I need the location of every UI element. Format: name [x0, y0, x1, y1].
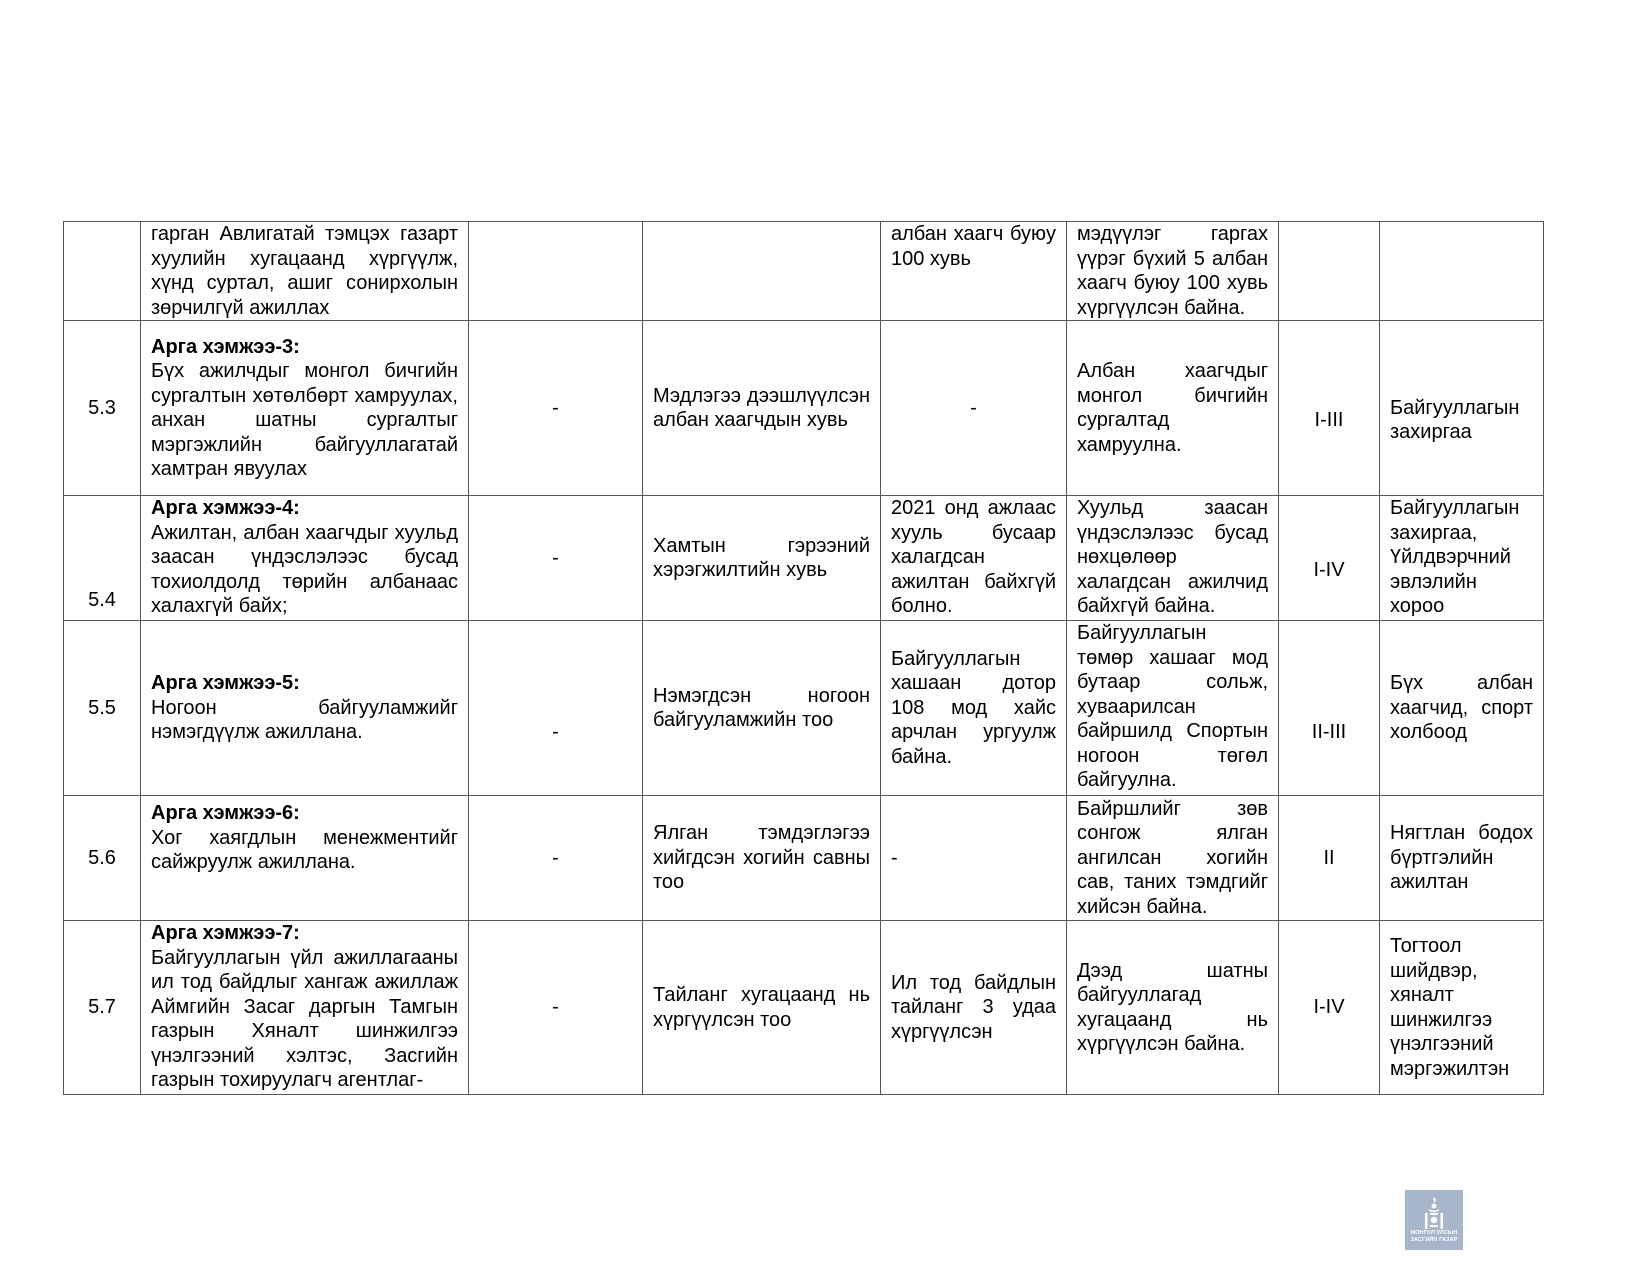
- result-cell: Албан хаагчдыг монгол бичгийн сургалтад хамруулна.: [1067, 321, 1279, 496]
- quarter-cell: I-IV: [1279, 921, 1380, 1095]
- baseline-cell: [469, 222, 643, 321]
- row-number: 5.5: [64, 621, 141, 796]
- action-title: Арга хэмжээ-3:: [151, 335, 300, 358]
- baseline-cell: -: [469, 621, 643, 796]
- action-text: Бүх ажилчдыг монгол бичгийн сургалтын хөтөлбөрт хамруулах, анхан шатны сургалтыг мэргэжлийн байгууллагатай хамтран явуулах: [151, 360, 458, 480]
- soyombo-emblem-icon: [1423, 1196, 1445, 1230]
- indicator-cell: Хамтын гэрээний хэрэгжилтийн хувь: [643, 496, 881, 621]
- action-cell: [141, 222, 469, 321]
- responsible-cell: Байгууллагын захиргаа: [1380, 321, 1544, 496]
- table-row: [64, 796, 1544, 921]
- result-cell: Дээд шатны байгууллагад хугацаанд нь хүргүүлсэн байна.: [1067, 921, 1279, 1095]
- action-text: гарган Авлигатай тэмцэх газарт хуулийн хугацаанд хүргүүлж, хүнд суртал, ашиг сонирхолын зөрчилгүй ажиллах: [151, 223, 458, 319]
- quarter-cell: II-III: [1279, 621, 1380, 796]
- action-cell: [141, 921, 469, 1095]
- row-number: 5.3: [64, 321, 141, 496]
- baseline-cell: -: [469, 321, 643, 496]
- action-text: Ажилтан, албан хаагчдыг хуульд заасан үндэслэлээс бусад тохиолдолд төрийн албанаас халахгүй байх;: [151, 521, 458, 617]
- quarter-cell: I-III: [1279, 321, 1380, 496]
- quarter-cell: II: [1279, 796, 1380, 921]
- result-cell: Байгууллагын төмөр хашааг мод бутаар сольж, хуваарилсан байршилд Спортын ногоон төгөл байгуулна.: [1067, 621, 1279, 796]
- table-row: [64, 222, 1544, 321]
- table-row: [64, 321, 1544, 496]
- action-title: Арга хэмжээ-7:: [151, 922, 300, 944]
- responsible-cell: Бүх албан хаагчид, спорт холбоод: [1380, 621, 1544, 796]
- baseline-cell: -: [469, 921, 643, 1095]
- progress-cell: 2021 онд ажлаас хууль бусаар халагдсан ажилтан байхгүй болно.: [881, 496, 1067, 621]
- progress-cell: Ил тод байдлын тайланг 3 удаа хүргүүлсэн: [881, 921, 1067, 1095]
- action-text: Байгууллагын үйл ажиллагааны ил тод байдлыг хангаж ажиллаж Аймгийн Засаг даргын Тамгын газрын Хяналт шинжилгээ үнэлгээний хэлтэс, Засгийн газрын тохируулагч агентлаг-: [151, 946, 458, 1091]
- result-cell: мэдүүлэг гаргах үүрэг бүхий 5 албан хаагч буюу 100 хувь хүргүүлсэн байна.: [1067, 222, 1279, 321]
- action-title: Арга хэмжээ-6:: [151, 802, 300, 825]
- row-number: 5.4: [64, 496, 141, 621]
- quarter-cell: [1279, 222, 1380, 321]
- action-cell: [141, 621, 469, 796]
- result-cell: Байршлийг зөв сонгож ялган ангилсан хогийн сав, таних тэмдгийг хийсэн байна.: [1067, 796, 1279, 921]
- action-text: Ногоон байгууламжийг нэмэгдүүлж ажиллана.: [151, 696, 458, 744]
- indicator-cell: Ялган тэмдэглэгээ хийгдсэн хогийн савны тоо: [643, 796, 881, 921]
- action-plan-table: [63, 221, 1544, 1095]
- responsible-cell: [1380, 222, 1544, 321]
- indicator-cell: Нэмэгдсэн ногоон байгууламжийн тоо: [643, 621, 881, 796]
- progress-cell: Байгууллагын хашаан дотор 108 мод хайс арчлан ургуулж байна.: [881, 621, 1067, 796]
- action-cell: [141, 321, 469, 496]
- action-title: Арга хэмжээ-5:: [151, 672, 300, 695]
- responsible-cell: Тогтоол шийдвэр, хяналт шинжилгээ үнэлгээний мэргэжилтэн: [1380, 921, 1544, 1095]
- action-cell: [141, 796, 469, 921]
- responsible-cell: Байгууллагын захиргаа, Үйлдвэрчний эвлэлийн хороо: [1380, 496, 1544, 621]
- action-text: Хог хаягдлын менежментийг сайжруулж ажиллана.: [151, 826, 458, 874]
- logo-text-line2: ЗАСГИЙН ГАЗАР: [1410, 1236, 1458, 1243]
- row-number: 5.6: [64, 796, 141, 921]
- quarter-cell: I-IV: [1279, 496, 1380, 621]
- table-row: [64, 921, 1544, 1095]
- action-cell: [141, 496, 469, 621]
- progress-cell: албан хаагч буюу 100 хувь: [881, 222, 1067, 321]
- logo-text-line1: МОНГОЛ УЛСЫН: [1410, 1230, 1458, 1236]
- action-title: Арга хэмжээ-4:: [151, 497, 300, 519]
- table-row: [64, 496, 1544, 621]
- row-number: [64, 222, 141, 321]
- row-number: 5.7: [64, 921, 141, 1095]
- indicator-cell: Мэдлэгээ дээшлүүлсэн албан хаагчдын хувь: [643, 321, 881, 496]
- indicator-cell: [643, 222, 881, 321]
- government-logo: [1405, 1190, 1463, 1250]
- progress-cell: -: [881, 321, 1067, 496]
- result-cell: Хуульд заасан үндэслэлээс бусад нөхцөлөөр халагдсан ажилчид байхгүй байна.: [1067, 496, 1279, 621]
- baseline-cell: -: [469, 496, 643, 621]
- responsible-cell: Нягтлан бодох бүртгэлийн ажилтан: [1380, 796, 1544, 921]
- table-row: [64, 621, 1544, 796]
- indicator-cell: Тайланг хугацаанд нь хүргүүлсэн тоо: [643, 921, 881, 1095]
- progress-cell: -: [881, 796, 1067, 921]
- baseline-cell: -: [469, 796, 643, 921]
